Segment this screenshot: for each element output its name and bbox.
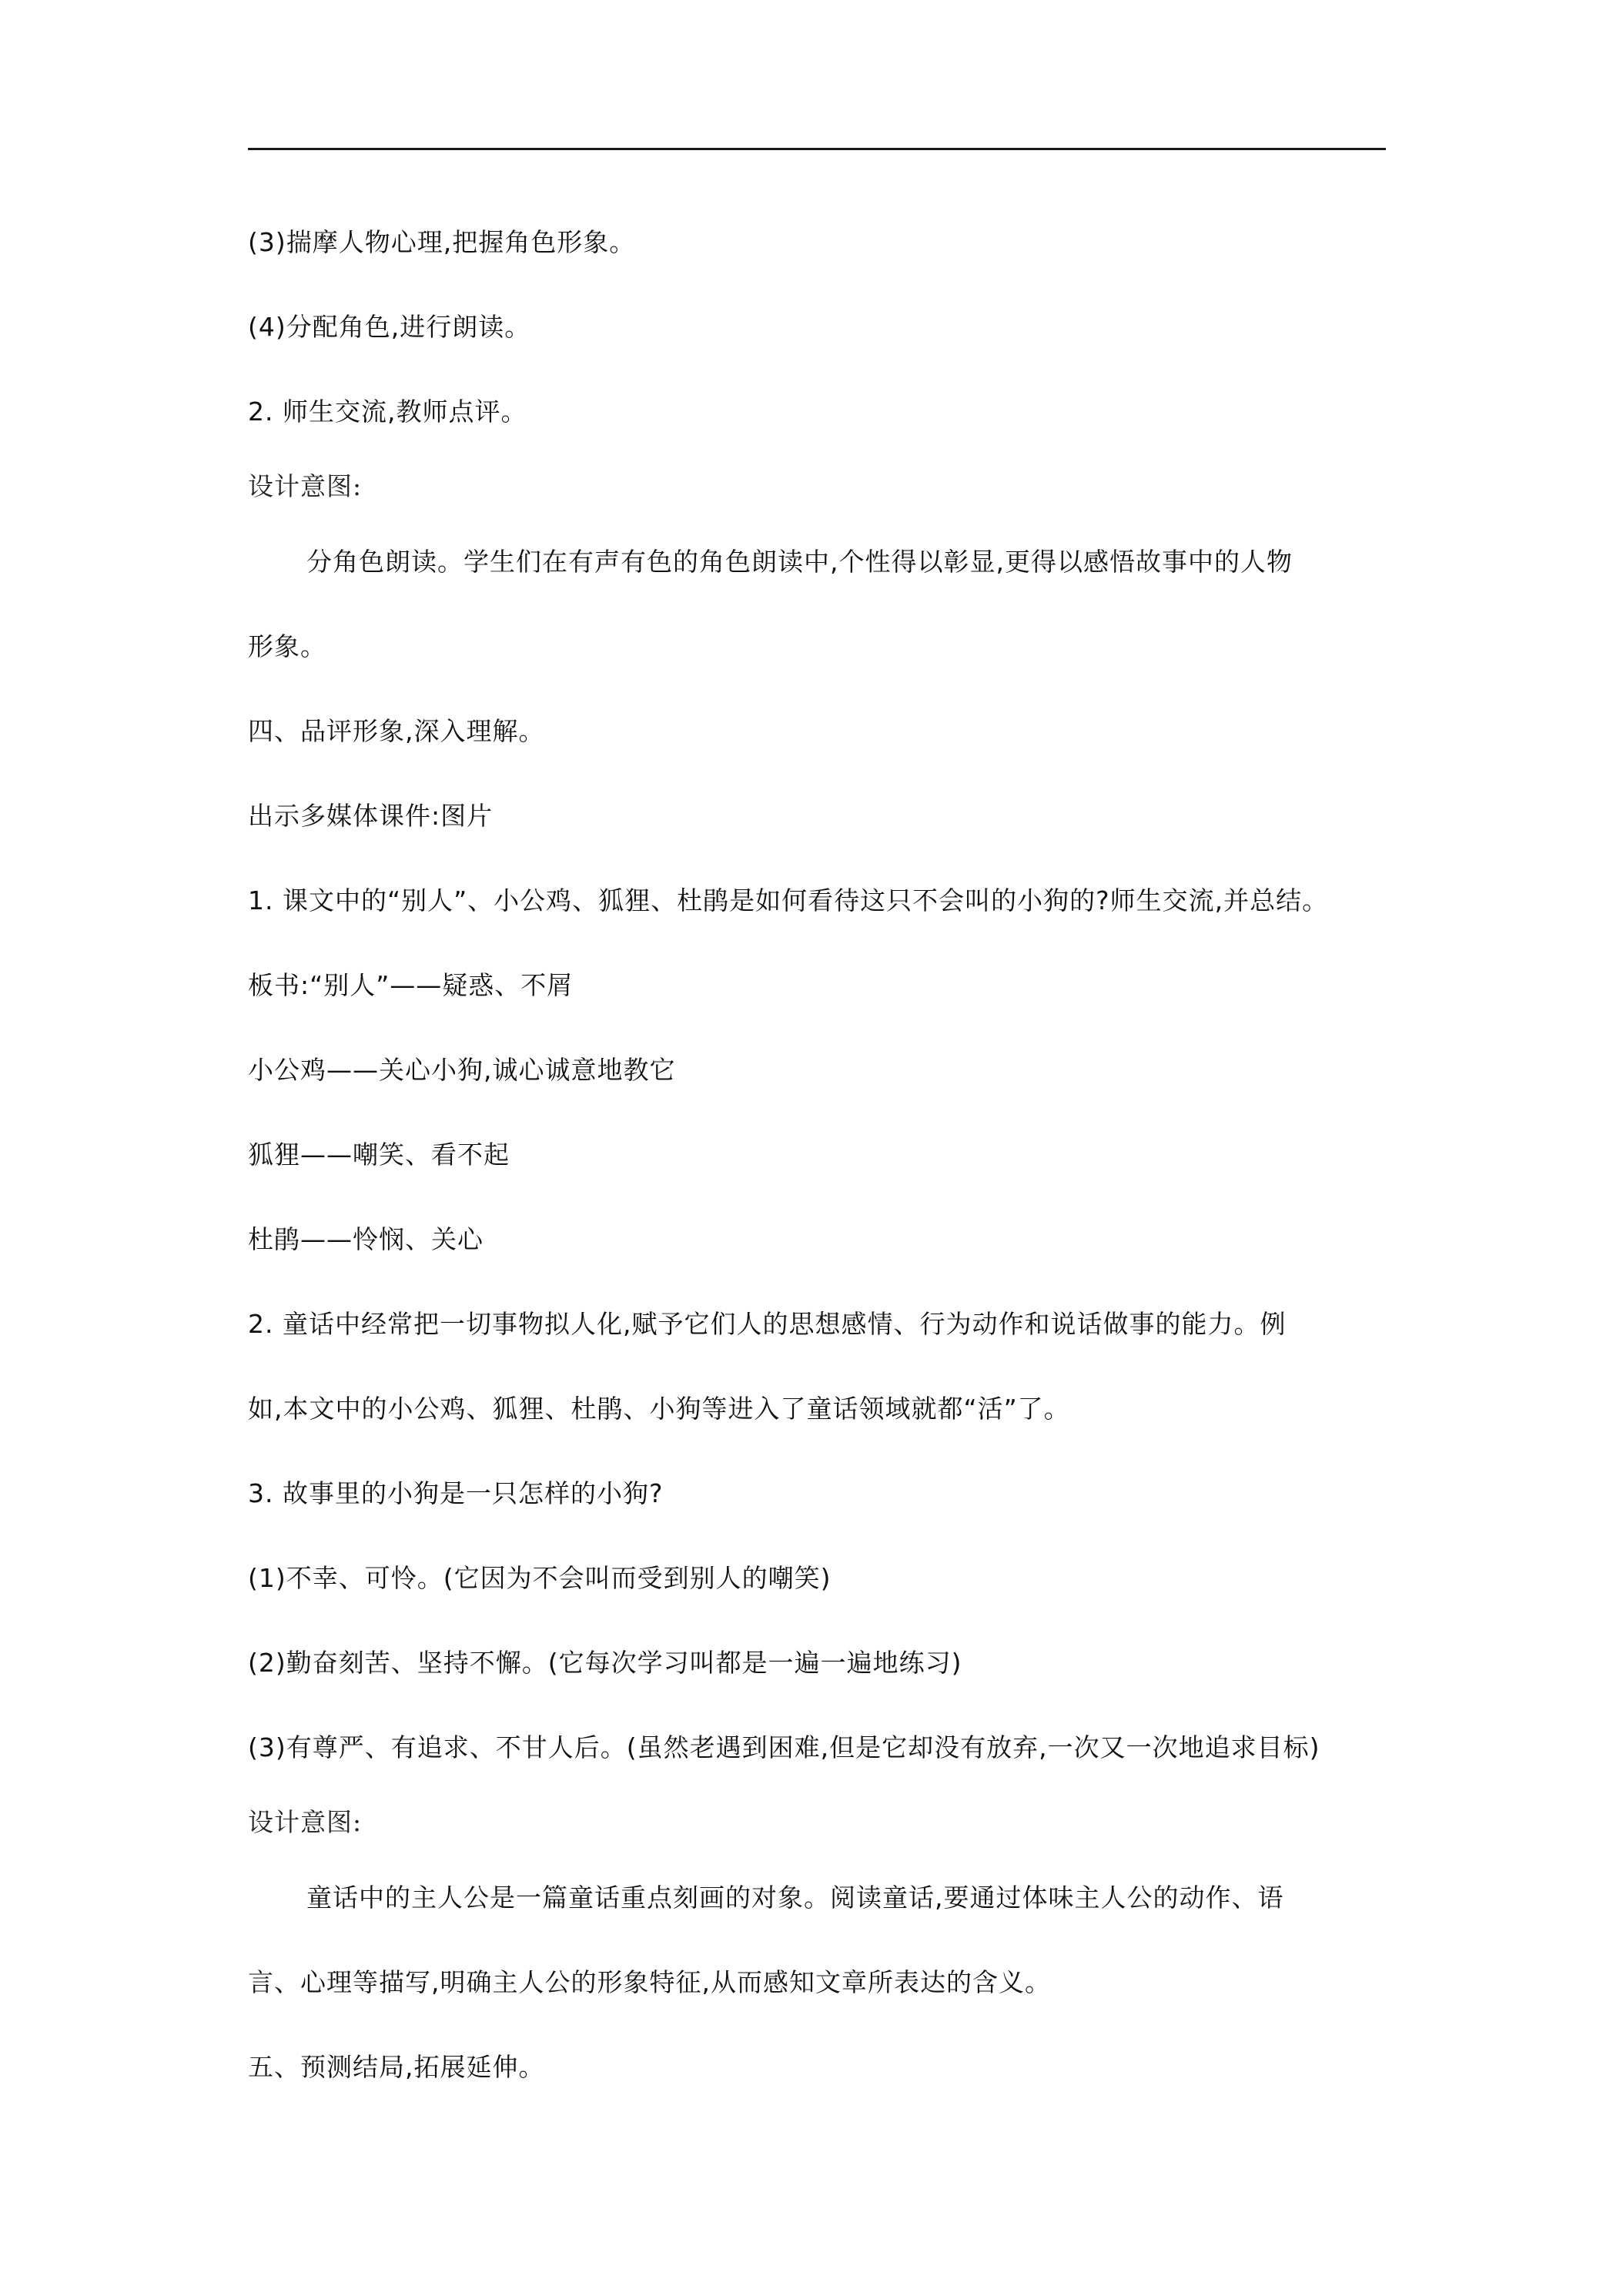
board-note-rooster: 小公鸡——关心小狗,诚心诚意地教它 xyxy=(248,1055,676,1085)
section-heading-four: 四、品评形象,深入理解。 xyxy=(248,716,545,746)
trait-2: (2)勤奋刻苦、坚持不懈。(它每次学习叫都是一遍一遍地练习) xyxy=(248,1648,962,1678)
board-note-fox: 狐狸——嘲笑、看不起 xyxy=(248,1140,510,1170)
point-2b: 如,本文中的小公鸡、狐狸、杜鹃、小狗等进入了童话领域就都“活”了。 xyxy=(248,1394,1070,1424)
text-line-step-3: (3)揣摩人物心理,把握角色形象。 xyxy=(248,227,636,257)
design-intent-text-1a: 分角色朗读。学生们在有声有色的角色朗读中,个性得以彰显,更得以感悟故事中的人物 xyxy=(306,547,1293,577)
board-note-cuckoo: 杜鹃——怜悯、关心 xyxy=(248,1224,484,1254)
design-intent-label-1: 设计意图: xyxy=(248,471,363,501)
trait-1: (1)不幸、可怜。(它因为不会叫而受到别人的嘲笑) xyxy=(248,1563,832,1593)
multimedia-note: 出示多媒体课件:图片 xyxy=(248,801,494,831)
text-line-teacher-comment: 2. 师生交流,教师点评。 xyxy=(248,397,527,427)
text-line-step-4: (4)分配角色,进行朗读。 xyxy=(248,312,531,342)
design-intent-text-2a: 童话中的主人公是一篇童话重点刻画的对象。阅读童话,要通过体味主人公的动作、语 xyxy=(306,1883,1284,1913)
header-rule xyxy=(248,148,1386,150)
point-2a: 2. 童话中经常把一切事物拟人化,赋予它们人的思想感情、行为动作和说话做事的能力。例 xyxy=(248,1309,1287,1339)
section-heading-five: 五、预测结局,拓展延伸。 xyxy=(248,2052,545,2082)
design-intent-label-2: 设计意图: xyxy=(248,1807,363,1837)
trait-3: (3)有尊严、有追求、不甘人后。(虽然老遇到困难,但是它却没有放弃,一次又一次地追求目标) xyxy=(248,1732,1320,1762)
design-intent-text-2b: 言、心理等描写,明确主人公的形象特征,从而感知文章所表达的含义。 xyxy=(248,1967,1051,1997)
question-1: 1. 课文中的“别人”、小公鸡、狐狸、杜鹃是如何看待这只不会叫的小狗的?师生交流,并总结。 xyxy=(248,885,1329,915)
board-note-others: 板书:“别人”——疑惑、不屑 xyxy=(248,970,574,1000)
design-intent-text-1b: 形象。 xyxy=(248,631,326,661)
question-3: 3. 故事里的小狗是一只怎样的小狗? xyxy=(248,1478,664,1508)
